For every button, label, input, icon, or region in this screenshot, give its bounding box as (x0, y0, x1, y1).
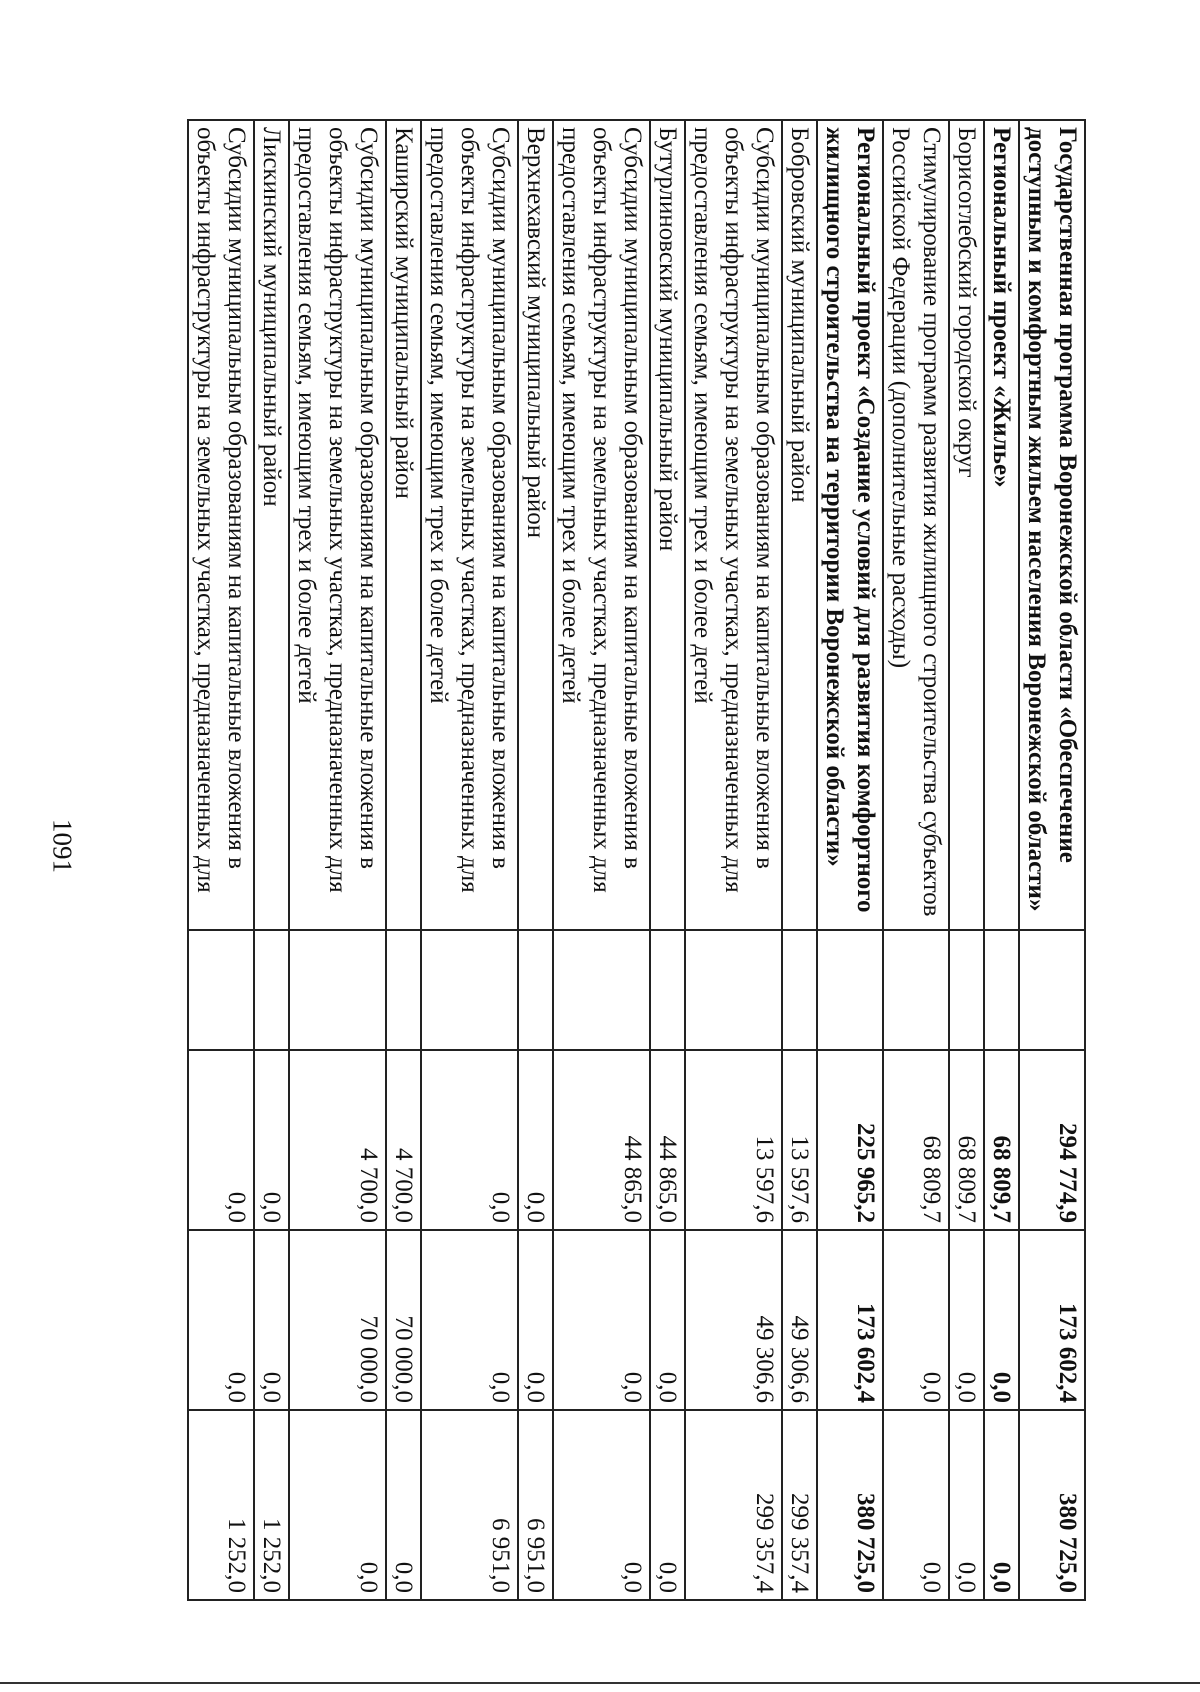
table-row (518, 120, 553, 1600)
row-name-cell: Стимулирование программ развития жилищного строительства субъектов Российской Федерации (дополнительные расходы) (883, 120, 949, 930)
row-value-3-cell: 380 725,0 (817, 1410, 883, 1600)
row-value-1-cell: 0,0 (518, 1050, 553, 1230)
row-value-3-cell: 0,0 (984, 1410, 1019, 1600)
row-value-3-cell: 0,0 (883, 1410, 949, 1600)
row-empty-cell (518, 930, 553, 1050)
row-empty-cell (650, 930, 685, 1050)
budget-table (187, 119, 1086, 1601)
row-value-2-cell: 0,0 (553, 1230, 650, 1410)
row-value-2-cell: 49 306,6 (685, 1230, 782, 1410)
table-row (1019, 120, 1085, 1600)
row-name-cell: Государственная программа Воронежской области «Обеспечение доступным и комфортным жильем населения Воронежской области» (1019, 120, 1085, 930)
scan-edge-line (0, 1682, 1200, 1684)
row-name-cell: Субсидии муниципальным образованиям на капитальные вложения в объекты инфраструктуры на земельных участках, предназначенных для предоставления семьям, имеющим трех и более детей (685, 120, 782, 930)
row-name-cell: Региональный проект «Создание условий для развития комфортного жилищного строительства на территории Воронежской области» (817, 120, 883, 930)
table-row (817, 120, 883, 1600)
row-value-3-cell: 0,0 (289, 1410, 386, 1600)
table-row (421, 120, 518, 1600)
row-value-1-cell: 68 809,7 (984, 1050, 1019, 1230)
row-name-cell: Субсидии муниципальным образованиям на капитальные вложения в объекты инфраструктуры на земельных участках, предназначенных для предоставления семьям, имеющим трех и более детей (553, 120, 650, 930)
table-row (386, 120, 421, 1600)
row-name-cell: Лискинский муниципальный район (254, 120, 289, 930)
row-value-1-cell: 68 809,7 (949, 1050, 984, 1230)
table-row (984, 120, 1019, 1600)
row-empty-cell (553, 930, 650, 1050)
table-body (188, 120, 1085, 1600)
row-value-2-cell: 70 000,0 (289, 1230, 386, 1410)
row-empty-cell (421, 930, 518, 1050)
row-name-cell: Бобровский муниципальный район (782, 120, 817, 930)
row-value-3-cell: 0,0 (553, 1410, 650, 1600)
row-name-cell: Субсидии муниципальным образованиям на капитальные вложения в объекты инфраструктуры на земельных участках, предназначенных для предоставления семьям, имеющим трех и более детей (421, 120, 518, 930)
row-empty-cell (984, 930, 1019, 1050)
row-empty-cell (817, 930, 883, 1050)
row-empty-cell (386, 930, 421, 1050)
row-value-1-cell: 294 774,9 (1019, 1050, 1085, 1230)
row-value-2-cell: 0,0 (984, 1230, 1019, 1410)
row-value-1-cell: 13 597,6 (782, 1050, 817, 1230)
row-name-cell: Субсидии муниципальным образованиям на капитальные вложения в объекты инфраструктуры на земельных участках, предназначенных для предоставления семьям, имеющим трех и более детей (289, 120, 386, 930)
row-value-3-cell: 6 951,0 (421, 1410, 518, 1600)
row-value-1-cell: 44 865,0 (553, 1050, 650, 1230)
table-row (289, 120, 386, 1600)
page-number: 1091 (47, 819, 78, 873)
table-row (685, 120, 782, 1600)
row-value-3-cell: 1 252,0 (254, 1410, 289, 1600)
row-name-cell: Бутурлиновский муниципальный район (650, 120, 685, 930)
row-value-2-cell: 173 602,4 (817, 1230, 883, 1410)
row-value-1-cell: 0,0 (254, 1050, 289, 1230)
row-value-3-cell: 1 252,0 (188, 1410, 254, 1600)
row-value-1-cell: 0,0 (421, 1050, 518, 1230)
row-name-cell: Каширский муниципальный район (386, 120, 421, 930)
row-name-cell: Субсидии муниципальным образованиям на капитальные вложения в объекты инфраструктуры на земельных участках, предназначенных для (188, 120, 254, 930)
table-row (188, 120, 254, 1600)
row-empty-cell (782, 930, 817, 1050)
row-value-3-cell: 6 951,0 (518, 1410, 553, 1600)
row-value-2-cell: 0,0 (650, 1230, 685, 1410)
row-empty-cell (949, 930, 984, 1050)
row-value-2-cell: 0,0 (188, 1230, 254, 1410)
row-value-2-cell: 49 306,6 (782, 1230, 817, 1410)
row-value-2-cell: 0,0 (421, 1230, 518, 1410)
table-row (650, 120, 685, 1600)
row-empty-cell (254, 930, 289, 1050)
row-value-1-cell: 225 965,2 (817, 1050, 883, 1230)
rotated-table-container (133, 119, 1086, 1599)
table-row (782, 120, 817, 1600)
row-empty-cell (188, 930, 254, 1050)
row-value-1-cell: 44 865,0 (650, 1050, 685, 1230)
row-value-1-cell: 0,0 (188, 1050, 254, 1230)
row-name-cell: Верхнехавский муниципальный район (518, 120, 553, 930)
row-value-3-cell: 299 357,4 (782, 1410, 817, 1600)
row-value-3-cell: 0,0 (650, 1410, 685, 1600)
row-value-3-cell: 380 725,0 (1019, 1410, 1085, 1600)
row-value-2-cell: 70 000,0 (386, 1230, 421, 1410)
row-name-cell: Региональный проект «Жилье» (984, 120, 1019, 930)
row-name-cell: Борисоглебский городской округ (949, 120, 984, 930)
row-value-2-cell: 0,0 (883, 1230, 949, 1410)
row-empty-cell (289, 930, 386, 1050)
row-value-1-cell: 4 700,0 (386, 1050, 421, 1230)
row-value-2-cell: 0,0 (518, 1230, 553, 1410)
row-value-3-cell: 0,0 (949, 1410, 984, 1600)
row-value-1-cell: 13 597,6 (685, 1050, 782, 1230)
table-row (949, 120, 984, 1600)
row-value-2-cell: 0,0 (949, 1230, 984, 1410)
table-row (553, 120, 650, 1600)
row-value-3-cell: 0,0 (386, 1410, 421, 1600)
row-empty-cell (883, 930, 949, 1050)
row-value-3-cell: 299 357,4 (685, 1410, 782, 1600)
table-row (883, 120, 949, 1600)
table-row (254, 120, 289, 1600)
row-value-2-cell: 0,0 (254, 1230, 289, 1410)
row-empty-cell (685, 930, 782, 1050)
row-value-2-cell: 173 602,4 (1019, 1230, 1085, 1410)
row-empty-cell (1019, 930, 1085, 1050)
row-value-1-cell: 68 809,7 (883, 1050, 949, 1230)
row-value-1-cell: 4 700,0 (289, 1050, 386, 1230)
